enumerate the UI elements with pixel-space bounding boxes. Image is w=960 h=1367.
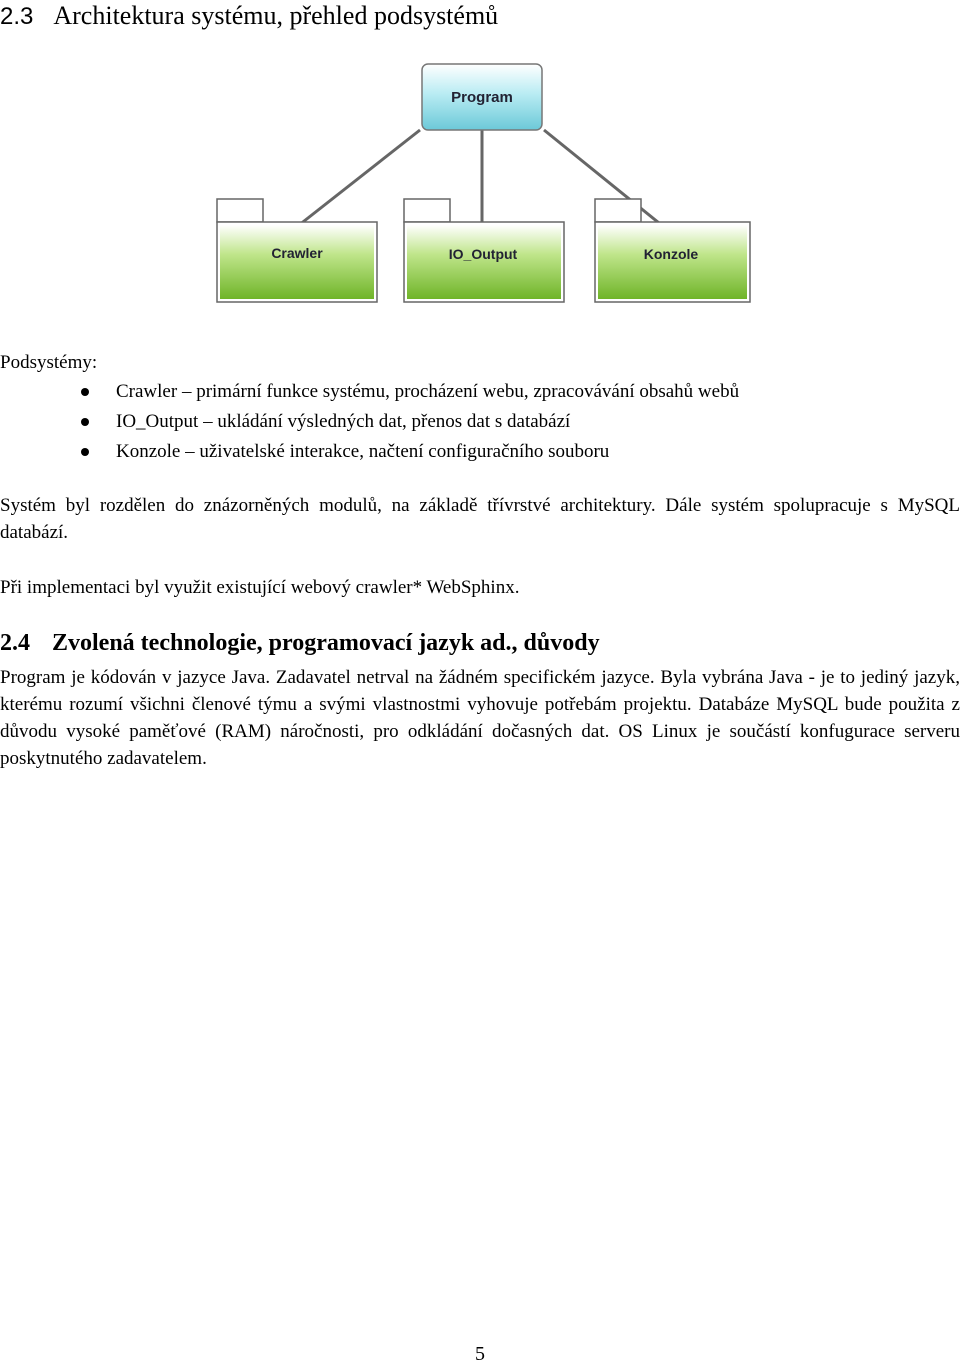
bullet-icon [81,448,89,456]
subsystems-label: Podsystémy: [0,352,98,373]
paragraph-architecture: Systém byl rozdělen do znázorněných modulů, na základě třívrstvé architektury. Dále systém spolupracuje s MySQL databází. [0,495,960,543]
bullet-icon [81,388,89,396]
paragraph-implementation: Při implementaci byl využit existující webový crawler* WebSphinx. [0,577,520,598]
package-io-output [404,199,564,302]
subsystems-list [0,377,960,467]
package-konzole [595,199,750,302]
bullet-icon [81,418,89,426]
program-label: Program [451,89,513,106]
list-item: IO_Output – ukládání výsledných dat, přenos dat s databází [0,407,960,437]
list-item: Crawler – primární funkce systému, procházení webu, zpracovávání obsahů webů [0,377,960,407]
section-heading-2-4 [0,626,960,660]
section-number: 2.4 [0,630,30,656]
list-item: Konzole – uživatelské interakce, načtení configuračního souboru [0,437,960,467]
crawler-label: Crawler [271,245,323,261]
section-number: 2.3 [0,3,34,30]
page-number: 5 [475,1343,485,1365]
package-crawler [217,199,377,302]
section-title: Zvolená technologie, programovací jazyk ad., důvody [52,630,600,656]
io-output-label: IO_Output [448,246,518,262]
program-node [422,64,542,130]
konzole-label: Konzole [643,246,699,262]
section-title: Architektura systému, přehled podsystémů [53,1,499,30]
architecture-diagram [210,58,755,308]
paragraph-technology: Program je kódován v jazyce Java. Zadavatel netrval na žádném specifickém jazyce. Byla vybrána Java - je to jediný jazyk, kterému rozumí všichni členové týmu a svými vlastnostmi vyhovuje potřebám projektu. Databáze MySQL bude použita z důvodu vysoké paměťové (RAM) náročnosti, pro odkládání dočasných dat. OS Linux je součástí konfugurace serveru poskytnutého zadavatelem. [0,667,960,769]
section-heading-2-3 [0,0,960,36]
